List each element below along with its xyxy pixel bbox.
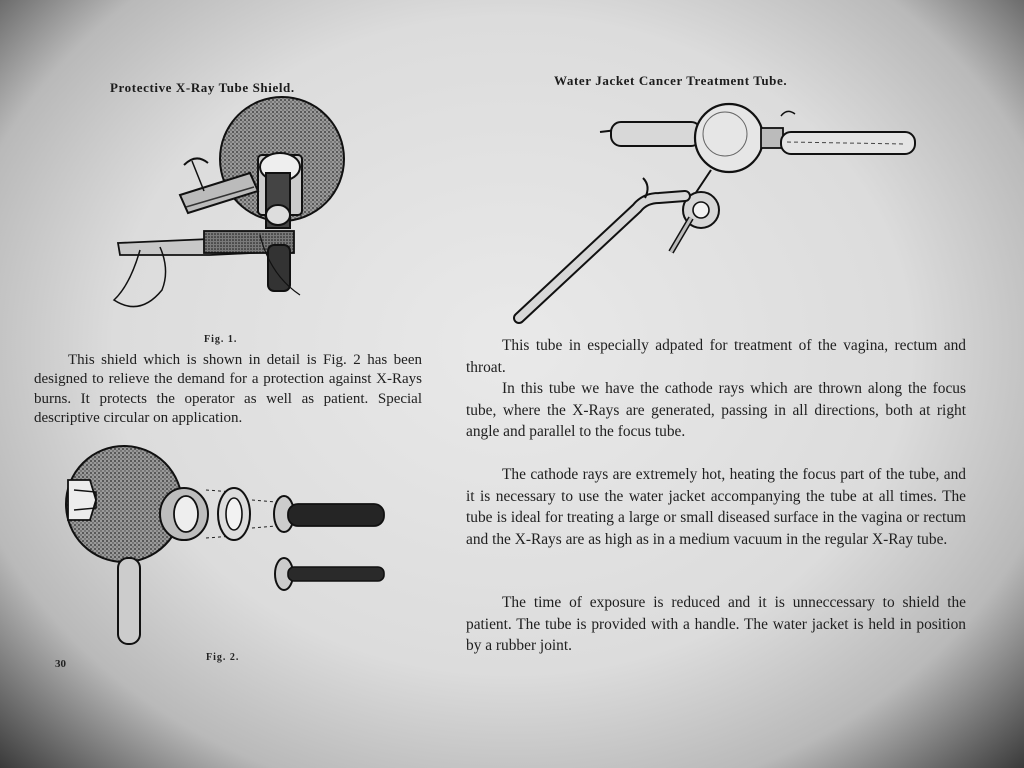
- right-paragraph-4: The time of exposure is reduced and it is unneccessary to shield the patient. The tube is provided with a handle. The water jacket is held in position by a rubber joint.: [466, 594, 966, 655]
- right-title: Water Jacket Cancer Treatment Tube.: [554, 73, 788, 88]
- left-title: Protective X-Ray Tube Shield.: [110, 80, 295, 95]
- figure-1-xray-shield-illustration: [100, 95, 360, 325]
- figure-2-caption: Fig. 2.: [206, 652, 240, 663]
- right-paragraph-3: The cathode rays are extremely hot, heating the focus part of the tube, and it is necessary to use the water jacket accompanying the tube at all times. The tube is ideal for treating a large or small diseased surface in the vagina or rectum and the X-Rays are as high as in a medium vacuum in the regular X-Ray tube.: [466, 466, 966, 548]
- right-paragraph-1: This tube in especially adpated for treatment of the vagina, rectum and throat.: [466, 337, 966, 376]
- figure-1-caption: Fig. 1.: [204, 334, 238, 345]
- left-body-text: This shield which is shown in detail is Fig. 2 has been designed to relieve the demand for a protection against X-Rays burns. It protects the operator as well as patient. Special descriptive circular on application.: [34, 352, 422, 427]
- right-paragraph-2: In this tube we have the cathode rays which are thrown along the focus tube, where the X-Rays are generated, passing in all directions, both at right angle and parallel to the focus tube.: [466, 380, 966, 441]
- page-number: 30: [55, 658, 66, 670]
- water-jacket-tube-illustration: [505, 100, 925, 330]
- figure-2-shield-exploded-view: [66, 440, 396, 655]
